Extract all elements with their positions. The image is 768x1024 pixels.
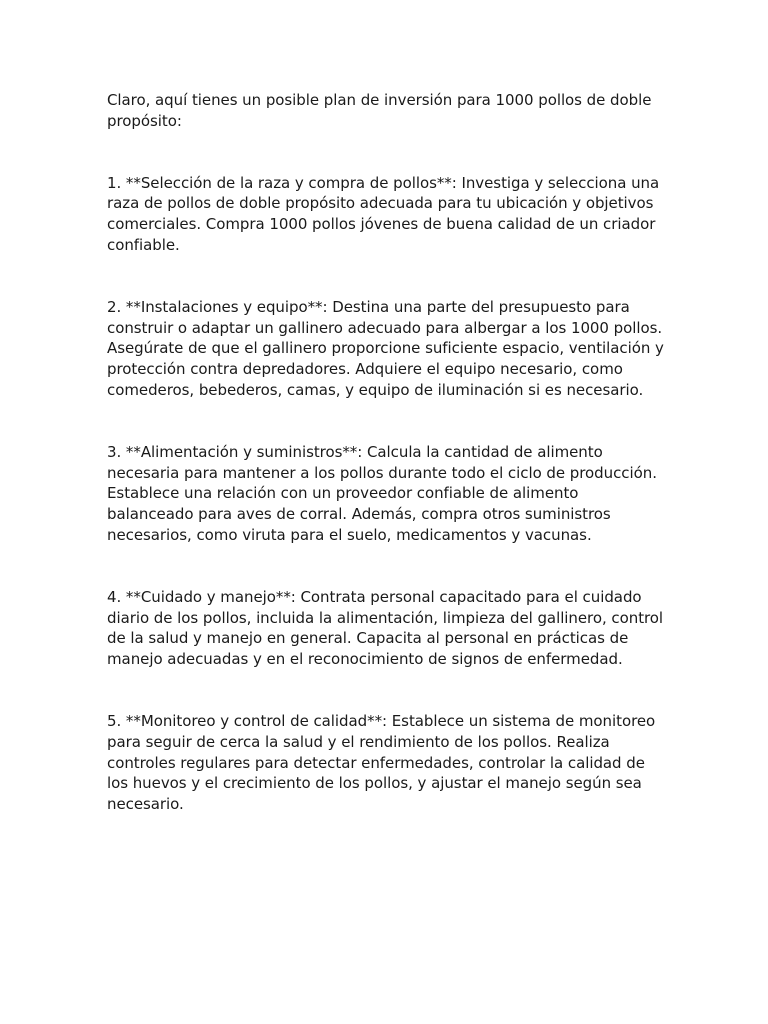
list-item-monitoreo: 5. **Monitoreo y control de calidad**: Establece un sistema de monitoreo para seguir de cerca la salud y el rendimiento de los pollos. Realiza controles regulares para detectar enfermedades, controlar la calidad de los huevos y el crecimiento de los pollos, y ajustar el manejo según sea necesario. (107, 711, 656, 814)
list-item-cuidado: 4. **Cuidado y manejo**: Contrata personal capacitado para el cuidado diario de los pollos, incluida la alimentación, limpieza del gallinero, control de la salud y manejo en general. Capacita al personal en prácticas de manejo adecuadas y en el reconocimiento de signos de enfermedad. (107, 587, 664, 669)
intro-paragraph: Claro, aquí tienes un posible plan de inversión para 1000 pollos de doble propósito: (107, 91, 652, 130)
list-item-alimentacion: 3. **Alimentación y suministros**: Calcula la cantidad de alimento necesaria para mantener a los pollos durante todo el ciclo de producción. Establece una relación con un proveedor confiable de alimento balanceado para aves de corral. Además, compra otros suministros necesarios, como viruta para el suelo, medicamentos y vacunas. (107, 442, 657, 544)
list-item-instalaciones: 2. **Instalaciones y equipo**: Destina una parte del presupuesto para construir o adaptar un gallinero adecuado para albergar a los 1000 pollos. Asegúrate de que el gallinero proporcione suficiente espacio, ventilación y protección contra depredadores. Adquiere el equipo necesario, como comederos, bebederos, camas, y equipo de iluminación si es necesario. (107, 297, 664, 399)
document-page (107, 90, 667, 856)
list-item-seleccion: 1. **Selección de la raza y compra de pollos**: Investiga y selecciona una raza de pollos de doble propósito adecuada para tu ubicación y objetivos comerciales. Compra 1000 pollos jóvenes de buena calidad de un criador confiable. (107, 173, 660, 254)
